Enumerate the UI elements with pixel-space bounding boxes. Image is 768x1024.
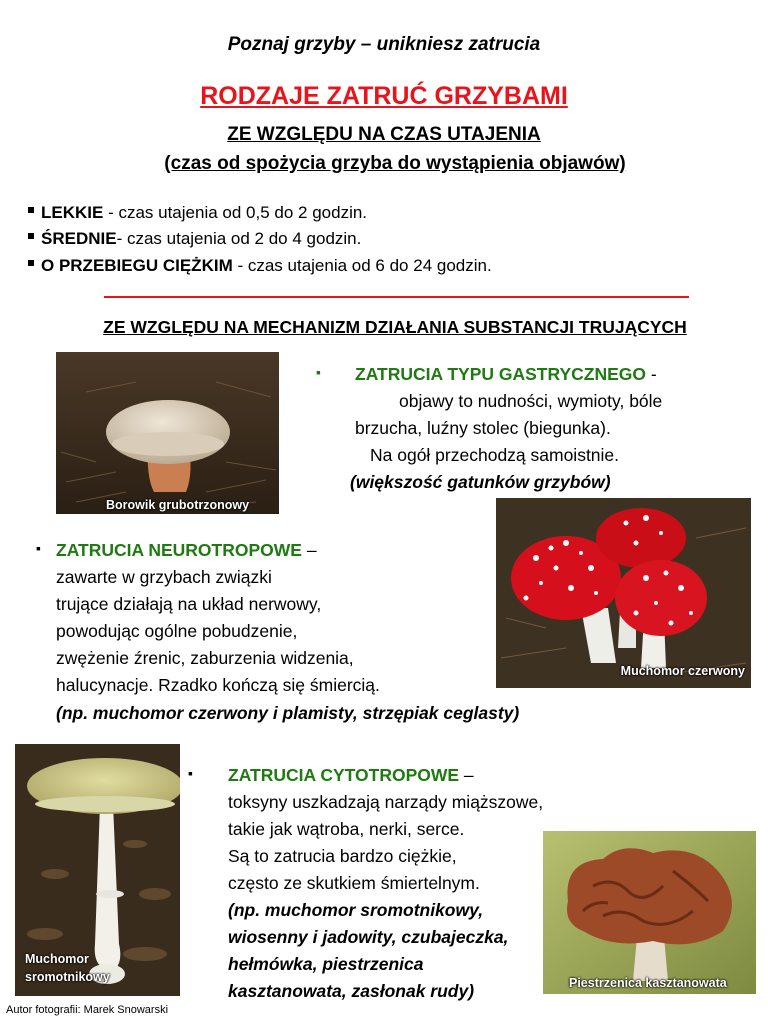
neuro-line: zawarte w grzybach związki [56,567,272,587]
page-title: RODZAJE ZATRUĆ GRZYBAMI [200,82,568,110]
latency-item-severe [28,256,492,276]
section2-heading: ZE WZGLĘDU NA MECHANIZM DZIAŁANIA SUBSTANCJI TRUJĄCYCH [103,317,687,337]
bullet-icon [28,207,34,213]
latency-term: O PRZEBIEGU CIĘŻKIM [41,256,233,275]
bullet-icon [28,233,34,239]
photo-credit: Autor fotografii: Marek Snowarski [6,1004,169,1016]
bullet-icon [28,260,34,266]
cyto-dash: – [459,765,474,785]
photo-caption: Muchomor czerwony [620,664,745,678]
divider [104,296,689,298]
gastric-line: objawy to nudności, wymioty, bóle [399,391,663,411]
latency-term: LEKKIE [41,203,104,222]
photo-caption-line: sromotnikowy [25,970,110,984]
cyto-heading [228,762,474,789]
latency-desc: - czas utajenia od 0,5 do 2 godzin. [103,203,368,222]
fly-agaric-illustration [496,498,751,688]
gastric-line: Na ogół przechodzą samoistnie. [370,445,620,465]
borowik-illustration [56,352,279,514]
bullet-icon: ▪ [188,765,193,781]
cyto-example-line: wiosenny i jadowity, czubajeczka, [228,927,509,947]
photo-caption: Borowik grubotrzonowy [106,498,250,512]
latency-item-medium [28,229,361,249]
cyto-line: takie jak wątroba, nerki, serce. [228,819,465,839]
neuro-dash: – [301,540,317,560]
section1-heading: ZE WZGLĘDU NA CZAS UTAJENIA [227,124,541,145]
gastric-dash: - [646,364,657,384]
gastric-heading [355,361,745,388]
neuro-example: (np. muchomor czerwony i plamisty, strzępiak ceglasty) [56,703,520,723]
cyto-example-line: kasztanowata, zasłonak rudy) [228,981,475,1001]
latency-desc: - czas utajenia od 6 do 24 godzin. [232,256,492,275]
cyto-line: często ze skutkiem śmiertelnym. [228,873,480,893]
neuro-line: powodując ogólne pobudzenie, [56,621,298,641]
cyto-term: ZATRUCIA CYTOTROPOWE [228,765,460,785]
photo-piestrzenica [543,831,756,994]
photo-caption: Piestrzenica kasztanowata [569,976,727,990]
latency-term: ŚREDNIE [41,229,117,248]
cyto-line: Są to zatrucia bardzo ciężkie, [228,846,457,866]
photo-muchomor-sromotnikowy [15,744,180,996]
neuro-line: trujące działają na układ nerwowy, [56,594,322,614]
photo-caption [25,950,110,986]
gastric-term: ZATRUCIA TYPU GASTRYCZNEGO [355,364,647,384]
neuro-heading [56,537,317,564]
photo-caption-line: Muchomor [25,952,89,966]
section1-subheading: (czas od spożycia grzyba do wystąpienia objawów) [164,153,626,174]
gastric-line: brzucha, luźny stolec (biegunka). [355,418,611,438]
page-subtitle: Poznaj grzyby – unikniesz zatrucia [227,34,541,55]
photo-muchomor-czerwony [496,498,751,688]
latency-desc: - czas utajenia od 2 do 4 godzin. [116,229,362,248]
cyto-example-line: hełmówka, piestrzenica [228,954,424,974]
bullet-icon: ▪ [316,364,321,380]
neuro-line: halucynacje. Rzadko kończą się śmiercią. [56,675,380,695]
cyto-example-line: (np. muchomor sromotnikowy, [228,900,484,920]
gastric-example: (większość gatunków grzybów) [350,472,611,492]
false-morel-illustration [543,831,756,994]
bullet-icon: ▪ [36,540,41,556]
latency-item-light [28,203,367,223]
neuro-term: ZATRUCIA NEUROTROPOWE [56,540,302,560]
photo-borowik [56,352,279,514]
cyto-line: toksyny uszkadzają narządy miąższowe, [228,792,544,812]
neuro-line: zwężenie źrenic, zaburzenia widzenia, [56,648,354,668]
